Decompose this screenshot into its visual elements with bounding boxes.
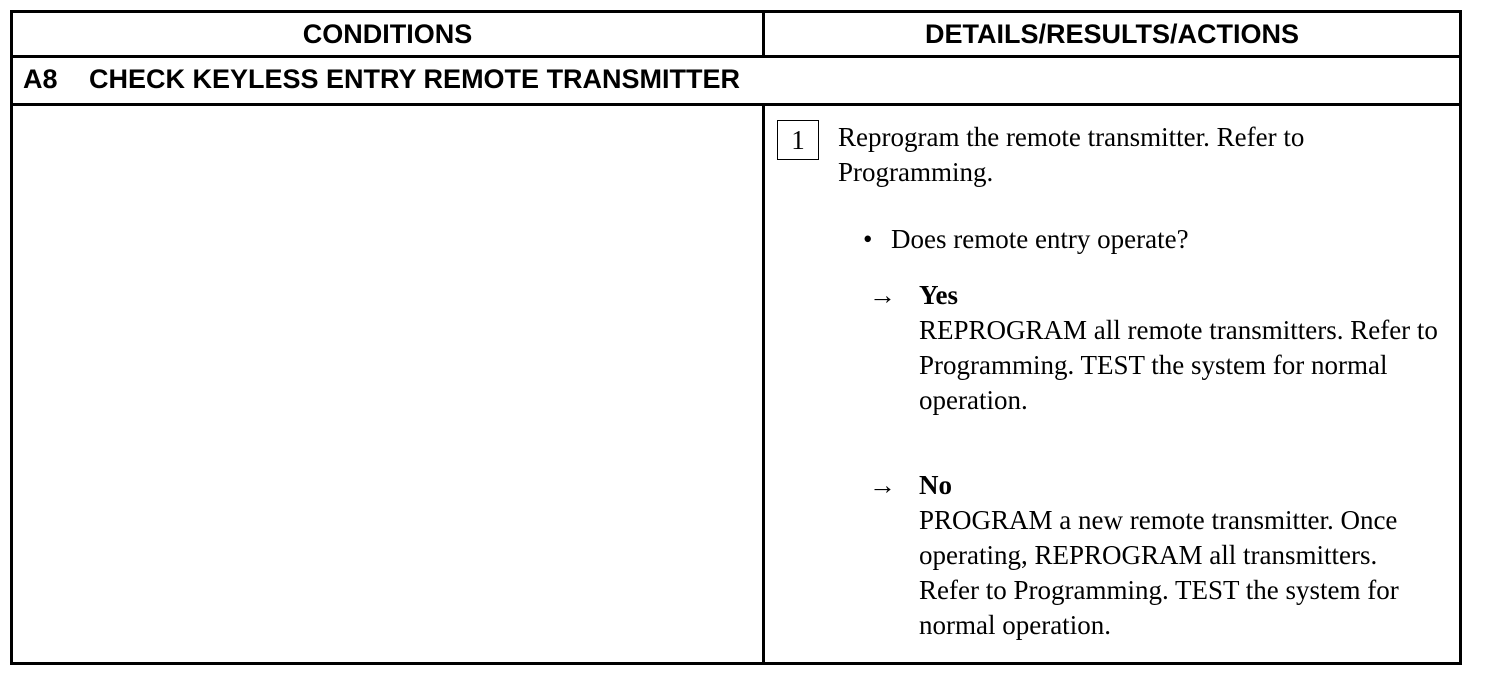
question-text: Does remote entry operate? xyxy=(891,224,1189,254)
section-title-row xyxy=(13,58,1459,106)
section-code: A8 xyxy=(23,64,58,94)
diagnostic-table xyxy=(10,10,1462,665)
yes-action-text: REPROGRAM all remote transmitters. Refer to Programming. TEST the system for normal operation. xyxy=(919,315,1438,415)
section-title: CHECK KEYLESS ENTRY REMOTE TRANSMITTER xyxy=(89,64,741,94)
step-instruction: Reprogram the remote transmitter. Refer to Programming. xyxy=(838,122,1305,187)
yes-label: Yes xyxy=(919,280,958,310)
table-header xyxy=(13,13,1459,58)
no-label: No xyxy=(919,470,952,500)
arrow-right-icon: → xyxy=(869,470,896,500)
conditions-header: CONDITIONS xyxy=(13,13,765,55)
details-cell xyxy=(765,106,1459,662)
bullet-icon: • xyxy=(863,224,873,254)
step-number-box: 1 xyxy=(777,120,819,160)
question-item xyxy=(863,222,1189,257)
details-header: DETAILS/RESULTS/ACTIONS xyxy=(924,19,1299,49)
conditions-cell xyxy=(13,106,765,662)
arrow-right-icon: → xyxy=(869,280,896,310)
no-action-text: PROGRAM a new remote transmitter. Once operating, REPROGRAM all transmitters. Refer to Programming. TEST the system for normal operation. xyxy=(919,505,1399,640)
